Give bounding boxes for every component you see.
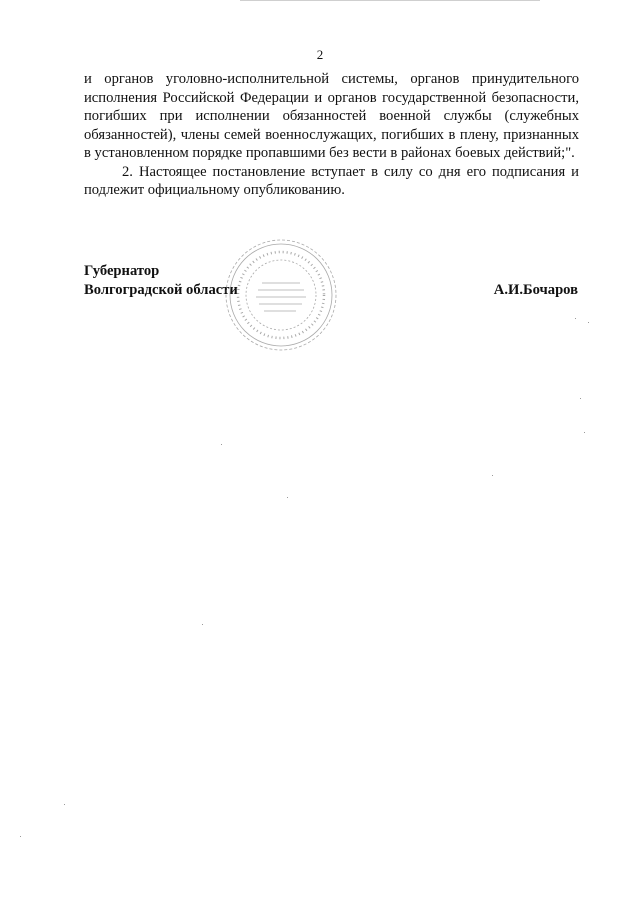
document-body bbox=[84, 70, 579, 200]
scan-speck bbox=[202, 624, 203, 625]
scan-speck bbox=[20, 836, 21, 837]
signatory-name: А.И.Бочаров bbox=[493, 281, 578, 298]
scan-speck bbox=[492, 475, 493, 476]
page-number: 2 bbox=[316, 47, 324, 62]
scan-speck bbox=[287, 497, 288, 498]
official-seal-stamp bbox=[222, 236, 340, 354]
scan-speck bbox=[580, 398, 581, 399]
body-paragraph-1: и органов уголовно-исполнительной системы, органов принудительного исполнения Российской Федерации и органов государственной безопасности, погибших при исполнении обязанностей военной службы (служебных обязанностей), члены семей военнослужащих, погибших в плену, признанных в установленном порядке пропавшими без вести в районах боевых действий;". bbox=[84, 71, 579, 161]
scan-speck bbox=[64, 804, 65, 805]
scan-speck bbox=[221, 444, 222, 445]
scan-speck bbox=[584, 432, 585, 433]
signatory-title-line-1: Губернатор bbox=[84, 263, 160, 279]
top-scan-rule bbox=[240, 0, 540, 1]
scan-speck bbox=[588, 322, 589, 323]
body-paragraph-2: 2. Настоящее постановление вступает в силу со дня его подписания и подлежит официальному опубликованию. bbox=[84, 163, 579, 198]
scan-speck bbox=[575, 318, 576, 319]
signatory-title-line-2: Волгоградской области bbox=[84, 281, 238, 298]
